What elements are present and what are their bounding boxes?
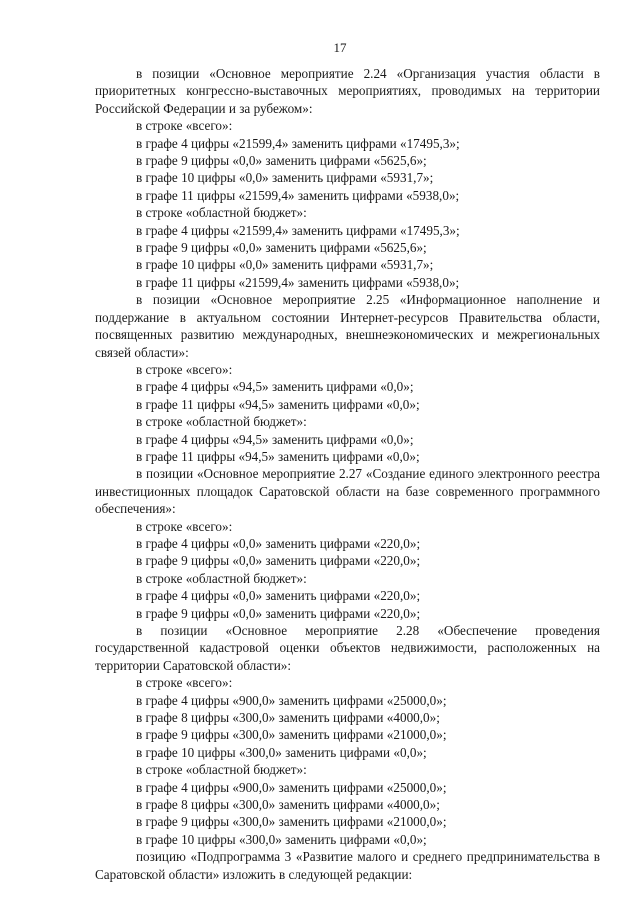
list-item: в строке «всего»:	[136, 118, 233, 134]
paragraph: позицию «Подпрограмма 3 «Развитие малого и среднего предпринимательства в Саратовской области» изложить в следующей редакции:	[95, 849, 600, 882]
list-item: в графе 9 цифры «0,0» заменить цифрами «5625,6»;	[136, 240, 427, 256]
list-item: в графе 4 цифры «0,0» заменить цифрами «220,0»;	[136, 588, 421, 604]
list-item: в графе 4 цифры «900,0» заменить цифрами «25000,0»;	[136, 692, 447, 708]
list-item: в графе 10 цифры «0,0» заменить цифрами «5931,7»;	[136, 257, 434, 273]
list-item: в строке «всего»:	[136, 361, 233, 377]
list-item: в графе 4 цифры «94,5» заменить цифрами «0,0»;	[136, 431, 414, 447]
list-item: в строке «всего»:	[136, 675, 233, 691]
paragraph: в позиции «Основное мероприятие 2.25 «Информационное наполнение и поддержание в актуальном состоянии Интернет-ресурсов Правительства области, посвященных развитию международных, внешнеэкономических и межрегиональных связей области»:	[95, 292, 600, 360]
list-item: в графе 9 цифры «0,0» заменить цифрами «5625,6»;	[136, 153, 427, 169]
list-item: в графе 10 цифры «300,0» заменить цифрами «0,0»;	[136, 831, 427, 847]
list-item: в графе 4 цифры «21599,4» заменить цифрами «17495,3»;	[136, 135, 460, 151]
list-item: в графе 9 цифры «0,0» заменить цифрами «220,0»;	[136, 553, 421, 569]
list-item: в графе 4 цифры «21599,4» заменить цифрами «17495,3»;	[136, 222, 460, 238]
document-body	[95, 65, 600, 883]
list-item: в строке «областной бюджет»:	[136, 414, 307, 430]
list-item: в графе 4 цифры «94,5» заменить цифрами «0,0»;	[136, 379, 414, 395]
list-item: в графе 10 цифры «300,0» заменить цифрами «0,0»;	[136, 744, 427, 760]
list-item: в графе 8 цифры «300,0» заменить цифрами «4000,0»;	[136, 710, 440, 726]
list-item: в графе 4 цифры «0,0» заменить цифрами «220,0»;	[136, 535, 421, 551]
list-item: в графе 9 цифры «300,0» заменить цифрами «21000,0»;	[136, 814, 447, 830]
list-item: в графе 9 цифры «300,0» заменить цифрами «21000,0»;	[136, 727, 447, 743]
list-item: в графе 11 цифры «94,5» заменить цифрами «0,0»;	[136, 396, 420, 412]
list-item: в графе 9 цифры «0,0» заменить цифрами «220,0»;	[136, 605, 421, 621]
list-item: в строке «областной бюджет»:	[136, 762, 307, 778]
list-item: в графе 10 цифры «0,0» заменить цифрами «5931,7»;	[136, 170, 434, 186]
paragraph: в позиции «Основное мероприятие 2.27 «Создание единого электронного реестра инвестиционных площадок Саратовской области на базе современного программного обеспечения»:	[95, 466, 600, 517]
list-item: в графе 11 цифры «21599,4» заменить цифрами «5938,0»;	[136, 274, 460, 290]
list-item: в графе 11 цифры «94,5» заменить цифрами «0,0»;	[136, 448, 420, 464]
page-number: 17	[333, 40, 347, 55]
list-item: в графе 8 цифры «300,0» заменить цифрами «4000,0»;	[136, 797, 440, 813]
list-item: в строке «областной бюджет»:	[136, 205, 307, 221]
list-item: в графе 4 цифры «900,0» заменить цифрами «25000,0»;	[136, 779, 447, 795]
paragraph: в позиции «Основное мероприятие 2.24 «Организация участия области в приоритетных конгрессно-выставочных мероприятиях, проводимых на территории Российской Федерации и за рубежом»:	[95, 66, 600, 116]
list-item: в графе 11 цифры «21599,4» заменить цифрами «5938,0»;	[136, 187, 460, 203]
paragraph: в позиции «Основное мероприятие 2.28 «Обеспечение проведения государственной кадастровой оценки объектов недвижимости, расположенных на территории Саратовской области»:	[95, 623, 600, 673]
list-item: в строке «всего»:	[136, 518, 233, 534]
list-item: в строке «областной бюджет»:	[136, 570, 307, 586]
